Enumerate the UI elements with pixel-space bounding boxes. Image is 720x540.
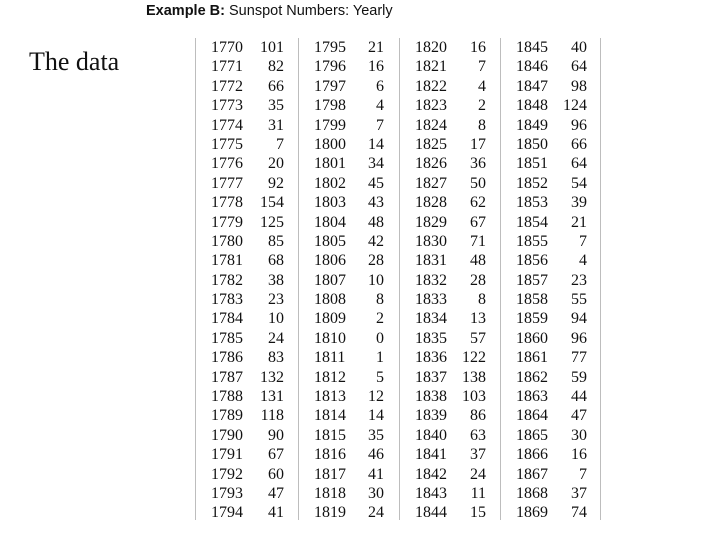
sunspot-number-cell: 24 — [470, 465, 486, 483]
sunspot-number-cell: 92 — [268, 174, 284, 192]
year-cell: 1828 — [415, 194, 447, 212]
sunspot-number-cell: 7 — [276, 135, 284, 153]
sunspot-column-2 — [338, 38, 384, 523]
year-cell: 1813 — [314, 388, 346, 406]
sunspot-number-cell: 68 — [268, 252, 284, 270]
sunspot-number-cell: 16 — [368, 58, 384, 76]
sunspot-number-cell: 7 — [579, 465, 587, 483]
year-cell: 1832 — [415, 271, 447, 289]
year-cell: 1851 — [516, 155, 548, 173]
year-cell: 1837 — [415, 368, 447, 386]
year-cell: 1850 — [516, 135, 548, 153]
sunspot-number-cell: 2 — [478, 97, 486, 115]
year-cell: 1821 — [415, 58, 447, 76]
sunspot-number-cell: 38 — [268, 271, 284, 289]
year-cell: 1841 — [415, 446, 447, 464]
sunspot-number-cell: 45 — [368, 174, 384, 192]
year-cell: 1852 — [516, 174, 548, 192]
year-cell: 1819 — [314, 504, 346, 522]
sunspot-number-cell: 16 — [470, 39, 486, 56]
column-divider-3 — [500, 38, 501, 520]
year-cell: 1787 — [211, 368, 243, 386]
sunspot-number-cell: 59 — [571, 368, 587, 386]
sunspot-column-3 — [440, 38, 486, 523]
sunspot-number-cell: 6 — [376, 77, 384, 95]
sunspot-number-cell: 60 — [268, 465, 284, 483]
year-cell: 1854 — [516, 213, 548, 231]
year-cell: 1805 — [314, 232, 346, 250]
sunspot-number-cell: 138 — [462, 368, 486, 386]
year-cell: 1867 — [516, 465, 548, 483]
sunspot-number-cell: 83 — [268, 349, 284, 367]
year-cell: 1820 — [415, 39, 447, 56]
sunspot-number-cell: 48 — [470, 252, 486, 270]
sunspot-number-cell: 8 — [376, 291, 384, 309]
year-cell: 1800 — [314, 135, 346, 153]
year-cell: 1855 — [516, 232, 548, 250]
sunspot-number-cell: 131 — [260, 388, 284, 406]
sunspot-number-cell: 90 — [268, 426, 284, 444]
sunspot-number-cell: 132 — [260, 368, 284, 386]
sunspot-number-cell: 16 — [571, 446, 587, 464]
year-cell: 1778 — [211, 194, 243, 212]
year-cell: 1785 — [211, 329, 243, 347]
sunspot-number-cell: 11 — [470, 484, 486, 502]
year-cell: 1790 — [211, 426, 243, 444]
table-left-border — [195, 38, 196, 520]
year-cell: 1839 — [415, 407, 447, 425]
sunspot-number-cell: 47 — [268, 484, 284, 502]
sunspot-number-cell: 125 — [260, 213, 284, 231]
year-cell: 1784 — [211, 310, 243, 328]
year-cell: 1865 — [516, 426, 548, 444]
sunspot-number-cell: 10 — [368, 271, 384, 289]
year-cell: 1846 — [516, 58, 548, 76]
year-cell: 1830 — [415, 232, 447, 250]
sunspot-column-4 — [541, 38, 587, 523]
sunspot-number-cell: 96 — [571, 116, 587, 134]
year-cell: 1810 — [314, 329, 346, 347]
sunspot-number-cell: 1 — [376, 349, 384, 367]
slide-title: The data — [29, 47, 120, 76]
year-cell: 1822 — [415, 77, 447, 95]
sunspot-number-cell: 7 — [579, 232, 587, 250]
year-cell: 1772 — [211, 77, 243, 95]
year-cell: 1824 — [415, 116, 447, 134]
sunspot-number-cell: 20 — [268, 155, 284, 173]
year-cell: 1840 — [415, 426, 447, 444]
sunspot-number-cell: 54 — [571, 174, 587, 192]
year-cell: 1826 — [415, 155, 447, 173]
sunspot-number-cell: 8 — [478, 291, 486, 309]
sunspot-number-cell: 62 — [470, 194, 486, 212]
sunspot-number-cell: 5 — [376, 368, 384, 386]
year-cell: 1860 — [516, 329, 548, 347]
year-cell: 1827 — [415, 174, 447, 192]
sunspot-number-cell: 57 — [470, 329, 486, 347]
sunspot-number-cell: 42 — [368, 232, 384, 250]
sunspot-number-cell: 39 — [571, 194, 587, 212]
year-cell: 1773 — [211, 97, 243, 115]
table-right-border — [600, 38, 601, 520]
sunspot-number-cell: 7 — [376, 116, 384, 134]
year-cell: 1806 — [314, 252, 346, 270]
year-cell: 1786 — [211, 349, 243, 367]
table-heading-text: Sunspot Numbers: Yearly — [224, 3, 393, 19]
sunspot-number-cell: 4 — [579, 252, 587, 270]
sunspot-number-cell: 12 — [368, 388, 384, 406]
year-cell: 1853 — [516, 194, 548, 212]
year-cell: 1802 — [314, 174, 346, 192]
year-cell: 1857 — [516, 271, 548, 289]
sunspot-number-cell: 124 — [563, 97, 587, 115]
sunspot-number-cell: 31 — [268, 116, 284, 134]
year-cell: 1788 — [211, 388, 243, 406]
sunspot-number-cell: 37 — [470, 446, 486, 464]
year-cell: 1818 — [314, 484, 346, 502]
year-cell: 1792 — [211, 465, 243, 483]
sunspot-number-cell: 66 — [571, 135, 587, 153]
sunspot-number-cell: 46 — [368, 446, 384, 464]
year-cell: 1836 — [415, 349, 447, 367]
sunspot-number-cell: 154 — [260, 194, 284, 212]
year-cell: 1801 — [314, 155, 346, 173]
sunspot-number-cell: 23 — [571, 271, 587, 289]
year-cell: 1863 — [516, 388, 548, 406]
year-cell: 1781 — [211, 252, 243, 270]
sunspot-number-cell: 82 — [268, 58, 284, 76]
year-cell: 1849 — [516, 116, 548, 134]
sunspot-number-cell: 40 — [571, 39, 587, 56]
year-cell: 1848 — [516, 97, 548, 115]
year-cell: 1829 — [415, 213, 447, 231]
sunspot-number-cell: 13 — [470, 310, 486, 328]
sunspot-number-cell: 63 — [470, 426, 486, 444]
year-cell: 1776 — [211, 155, 243, 173]
sunspot-number-cell: 47 — [571, 407, 587, 425]
sunspot-number-cell: 64 — [571, 58, 587, 76]
year-cell: 1861 — [516, 349, 548, 367]
year-cell: 1868 — [516, 484, 548, 502]
year-cell: 1794 — [211, 504, 243, 522]
year-cell: 1782 — [211, 271, 243, 289]
year-cell: 1834 — [415, 310, 447, 328]
year-cell: 1862 — [516, 368, 548, 386]
year-cell: 1825 — [415, 135, 447, 153]
year-cell: 1831 — [415, 252, 447, 270]
year-cell: 1817 — [314, 465, 346, 483]
sunspot-number-cell: 21 — [368, 39, 384, 56]
year-cell: 1770 — [211, 39, 243, 56]
year-cell: 1791 — [211, 446, 243, 464]
sunspot-number-cell: 0 — [376, 329, 384, 347]
sunspot-number-cell: 103 — [462, 388, 486, 406]
year-cell: 1816 — [314, 446, 346, 464]
year-cell: 1797 — [314, 77, 346, 95]
sunspot-number-cell: 8 — [478, 116, 486, 134]
year-cell: 1815 — [314, 426, 346, 444]
year-cell: 1812 — [314, 368, 346, 386]
sunspot-number-cell: 30 — [368, 484, 384, 502]
sunspot-number-cell: 17 — [470, 135, 486, 153]
column-divider-1 — [298, 38, 299, 520]
year-cell: 1774 — [211, 116, 243, 134]
sunspot-number-cell: 64 — [571, 155, 587, 173]
year-cell: 1844 — [415, 504, 447, 522]
year-cell: 1808 — [314, 291, 346, 309]
sunspot-number-cell: 35 — [268, 97, 284, 115]
sunspot-number-cell: 23 — [268, 291, 284, 309]
sunspot-number-cell: 55 — [571, 291, 587, 309]
sunspot-number-cell: 34 — [368, 155, 384, 173]
sunspot-number-cell: 98 — [571, 77, 587, 95]
year-cell: 1858 — [516, 291, 548, 309]
sunspot-number-cell: 85 — [268, 232, 284, 250]
year-cell: 1835 — [415, 329, 447, 347]
sunspot-number-cell: 36 — [470, 155, 486, 173]
sunspot-number-cell: 7 — [478, 58, 486, 76]
year-cell: 1866 — [516, 446, 548, 464]
year-cell: 1809 — [314, 310, 346, 328]
sunspot-number-cell: 122 — [462, 349, 486, 367]
sunspot-number-cell: 67 — [470, 213, 486, 231]
year-cell: 1799 — [314, 116, 346, 134]
sunspot-number-cell: 71 — [470, 232, 486, 250]
year-cell: 1804 — [314, 213, 346, 231]
sunspot-number-cell: 14 — [368, 135, 384, 153]
sunspot-number-cell: 14 — [368, 407, 384, 425]
sunspot-number-cell: 118 — [260, 407, 284, 425]
sunspot-number-cell: 44 — [571, 388, 587, 406]
sunspot-number-cell: 48 — [368, 213, 384, 231]
sunspot-number-cell: 41 — [268, 504, 284, 522]
sunspot-column-1 — [238, 38, 284, 523]
year-cell: 1783 — [211, 291, 243, 309]
sunspot-number-cell: 2 — [376, 310, 384, 328]
sunspot-number-cell: 35 — [368, 426, 384, 444]
sunspot-number-cell: 4 — [376, 97, 384, 115]
year-cell: 1777 — [211, 174, 243, 192]
year-cell: 1775 — [211, 135, 243, 153]
year-cell: 1864 — [516, 407, 548, 425]
year-cell: 1803 — [314, 194, 346, 212]
sunspot-number-cell: 10 — [268, 310, 284, 328]
sunspot-number-cell: 21 — [571, 213, 587, 231]
sunspot-number-cell: 96 — [571, 329, 587, 347]
sunspot-number-cell: 94 — [571, 310, 587, 328]
year-cell: 1771 — [211, 58, 243, 76]
year-cell: 1807 — [314, 271, 346, 289]
sunspot-number-cell: 74 — [571, 504, 587, 522]
sunspot-number-cell: 24 — [368, 504, 384, 522]
year-cell: 1845 — [516, 39, 548, 56]
year-cell: 1779 — [211, 213, 243, 231]
year-cell: 1796 — [314, 58, 346, 76]
sunspot-number-cell: 28 — [368, 252, 384, 270]
sunspot-number-cell: 86 — [470, 407, 486, 425]
year-cell: 1811 — [314, 349, 346, 367]
year-cell: 1814 — [314, 407, 346, 425]
year-cell: 1780 — [211, 232, 243, 250]
sunspot-number-cell: 43 — [368, 194, 384, 212]
year-cell: 1795 — [314, 39, 346, 56]
sunspot-number-cell: 24 — [268, 329, 284, 347]
year-cell: 1847 — [516, 77, 548, 95]
sunspot-number-cell: 41 — [368, 465, 384, 483]
sunspot-number-cell: 77 — [571, 349, 587, 367]
sunspot-number-cell: 50 — [470, 174, 486, 192]
sunspot-number-cell: 101 — [260, 39, 284, 56]
year-cell: 1798 — [314, 97, 346, 115]
year-cell: 1838 — [415, 388, 447, 406]
year-cell: 1789 — [211, 407, 243, 425]
sunspot-number-cell: 30 — [571, 426, 587, 444]
year-cell: 1856 — [516, 252, 548, 270]
sunspot-number-cell: 37 — [571, 484, 587, 502]
sunspot-number-cell: 66 — [268, 77, 284, 95]
year-cell: 1869 — [516, 504, 548, 522]
table-heading — [146, 1, 393, 21]
column-divider-2 — [399, 38, 400, 520]
year-cell: 1843 — [415, 484, 447, 502]
year-cell: 1793 — [211, 484, 243, 502]
table-heading-label: Example B: — [146, 3, 225, 19]
sunspot-number-cell: 15 — [470, 504, 486, 522]
sunspot-number-cell: 67 — [268, 446, 284, 464]
year-cell: 1823 — [415, 97, 447, 115]
sunspot-number-cell: 28 — [470, 271, 486, 289]
year-cell: 1842 — [415, 465, 447, 483]
sunspot-number-cell: 4 — [478, 77, 486, 95]
year-cell: 1859 — [516, 310, 548, 328]
year-cell: 1833 — [415, 291, 447, 309]
